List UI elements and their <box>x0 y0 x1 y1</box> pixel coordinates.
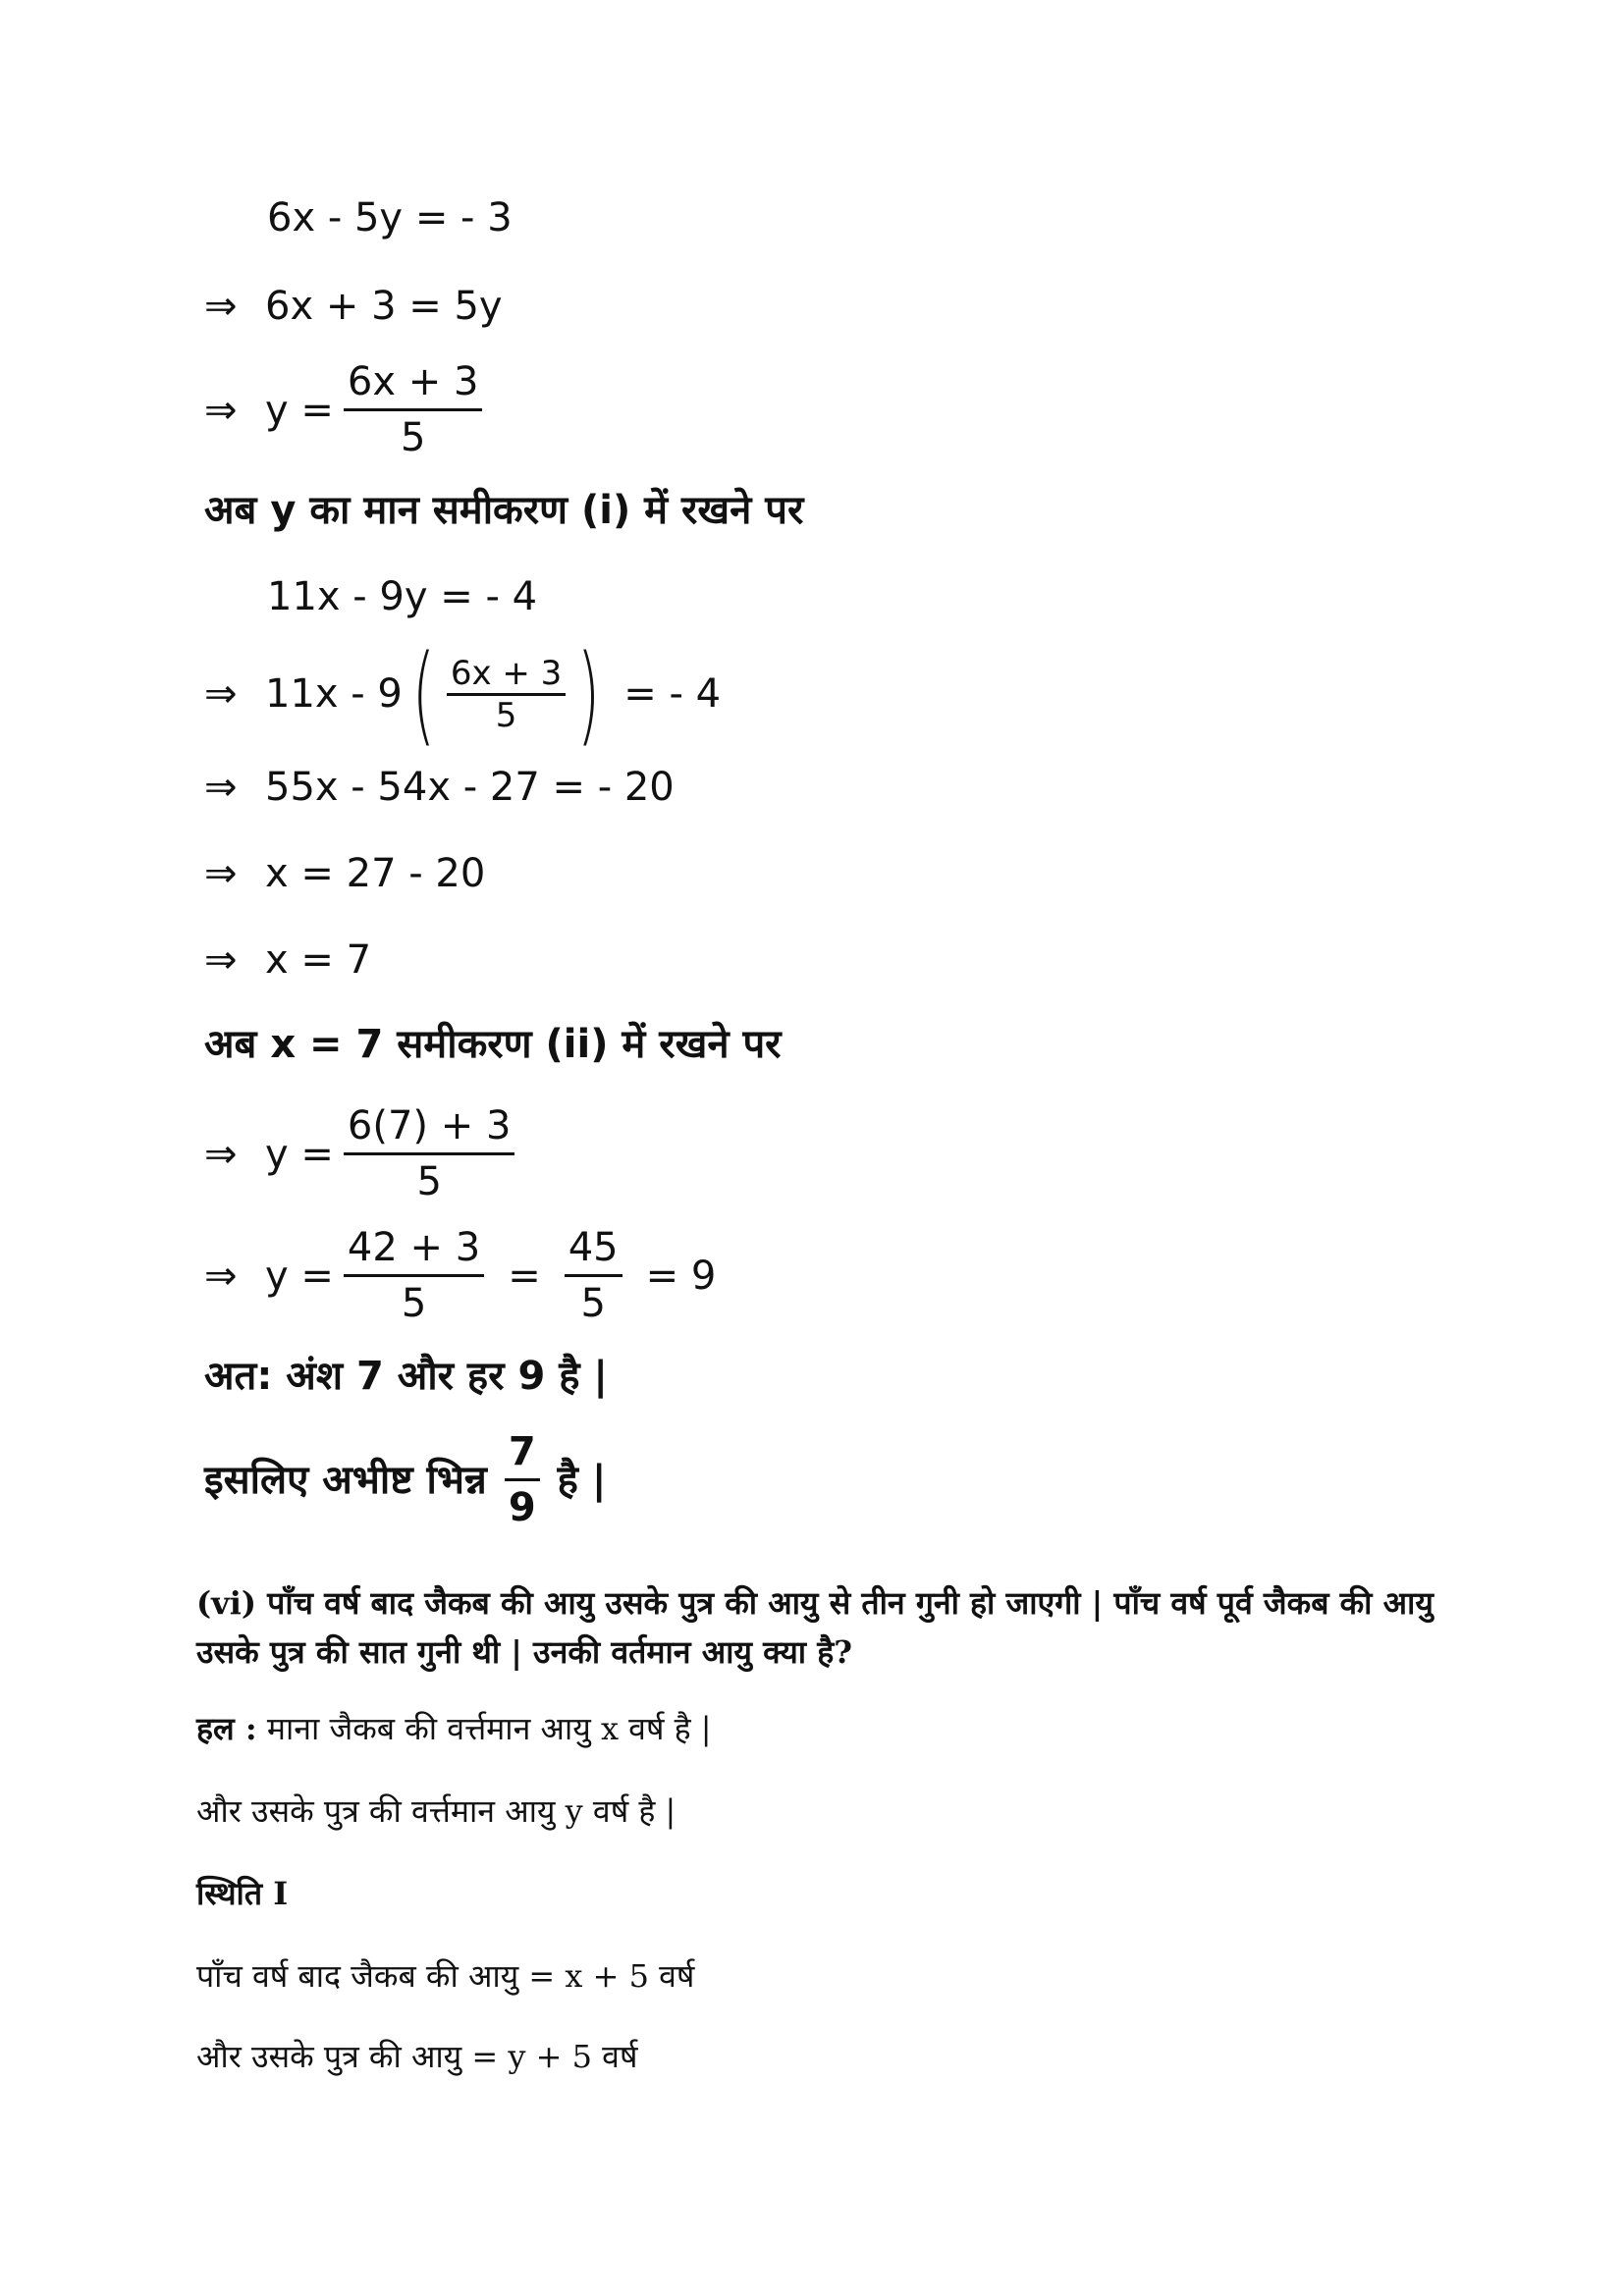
fraction-numerator: 42 + 3 <box>344 1221 484 1277</box>
solution-line-4 <box>196 2032 1453 2081</box>
equation-line-7 <box>204 764 675 811</box>
hindi-text: अब x = 7 समीकरण (ii) में रखने पर <box>204 1022 782 1067</box>
equation-text: 11x - 9y = - 4 <box>267 574 538 619</box>
fraction <box>505 1425 540 1534</box>
equation-line-11 <box>204 1099 524 1208</box>
equation-line-9 <box>204 936 371 984</box>
fraction-numerator: 6x + 3 <box>447 654 567 696</box>
equation-text: x = 7 <box>265 937 372 983</box>
fraction <box>447 654 567 735</box>
implies-symbol: ⇒ <box>204 284 238 329</box>
fraction-denominator: 5 <box>580 1281 606 1326</box>
equation-lhs: y = <box>265 1253 334 1299</box>
question-label: (vi) <box>196 1584 257 1622</box>
equation-line-1 <box>267 194 513 241</box>
hindi-text: इसलिए अभीष्ट भिन्न <box>204 1457 487 1503</box>
fraction <box>344 1221 484 1330</box>
hindi-text: अब y का मान समीकरण (i) में रखने पर <box>204 488 804 533</box>
implies-symbol: ⇒ <box>204 765 238 810</box>
equals-sign: = <box>508 1253 541 1299</box>
fraction <box>344 355 483 464</box>
hindi-text: है | <box>557 1457 607 1503</box>
text-line-14 <box>204 1425 606 1534</box>
fraction-denominator: 9 <box>508 1485 536 1530</box>
fraction <box>344 1099 515 1208</box>
solution-label: हल : <box>196 1710 257 1747</box>
equation-line-2 <box>204 283 503 330</box>
equation-line-5 <box>267 573 537 620</box>
equation-text: 6x - 5y = - 3 <box>267 195 513 240</box>
case-label: स्थिति I <box>196 1875 289 1912</box>
fraction-numerator: 45 <box>565 1221 622 1277</box>
text-line-10 <box>204 1021 782 1068</box>
fraction-denominator: 5 <box>401 1281 427 1326</box>
equation-line-12 <box>204 1221 716 1330</box>
solution-line-1 <box>196 1704 1453 1753</box>
equation-text: x = 27 - 20 <box>265 851 486 896</box>
implies-symbol: ⇒ <box>204 851 238 896</box>
equation-text: 55x - 54x - 27 = - 20 <box>265 765 675 810</box>
implies-symbol: ⇒ <box>204 387 238 433</box>
equation-line-6 <box>204 631 722 757</box>
equation-rhs: = 9 <box>645 1253 717 1299</box>
fraction-denominator: 5 <box>400 415 426 460</box>
hindi-text: अत: अंश 7 और हर 9 है | <box>204 1354 608 1399</box>
fraction-denominator: 5 <box>416 1159 442 1204</box>
question-paragraph <box>196 1578 1453 1677</box>
question-text: पाँच वर्ष बाद जैकब की आयु उसके पुत्र की आयु से तीन गुनी हो जाएगी | पाँच वर्ष पूर्व जैकब की आयु उसके पुत्र की सात गुनी थी | उनकी वर्तमान आयु क्या है? <box>196 1584 1434 1671</box>
equation-lhs: y = <box>265 387 334 433</box>
equation-line-8 <box>204 850 485 897</box>
fraction <box>565 1221 622 1330</box>
left-paren: ( <box>411 631 436 757</box>
implies-symbol: ⇒ <box>204 937 238 983</box>
fraction-numerator: 6(7) + 3 <box>344 1099 515 1155</box>
equation-lhs: y = <box>265 1131 334 1177</box>
implies-symbol: ⇒ <box>204 1253 238 1299</box>
case-heading <box>196 1869 1453 1918</box>
equation-line-3 <box>204 355 492 464</box>
equation-rhs: = - 4 <box>623 671 722 717</box>
solution-text: माना जैकब की वर्त्तमान आयु x वर्ष है | <box>266 1710 712 1747</box>
equation-text: 6x + 3 = 5y <box>265 284 503 329</box>
text-line-4 <box>204 487 803 534</box>
implies-symbol: ⇒ <box>204 671 238 717</box>
solution-text: और उसके पुत्र की आयु = y + 5 वर्ष <box>196 2038 638 2075</box>
solution-text: पाँच वर्ष बाद जैकब की आयु = x + 5 वर्ष <box>196 1957 695 1995</box>
fraction-numerator: 7 <box>505 1425 540 1481</box>
fraction-denominator: 5 <box>495 695 517 735</box>
equation-lhs: 11x - 9 <box>265 671 403 717</box>
solution-line-3 <box>196 1951 1453 2001</box>
solution-text: और उसके पुत्र की वर्त्तमान आयु y वर्ष है | <box>196 1792 676 1830</box>
text-line-13 <box>204 1353 608 1400</box>
solution-line-2 <box>196 1787 1453 1836</box>
implies-symbol: ⇒ <box>204 1131 238 1177</box>
fraction-numerator: 6x + 3 <box>344 355 483 411</box>
right-paren: ) <box>576 631 601 757</box>
